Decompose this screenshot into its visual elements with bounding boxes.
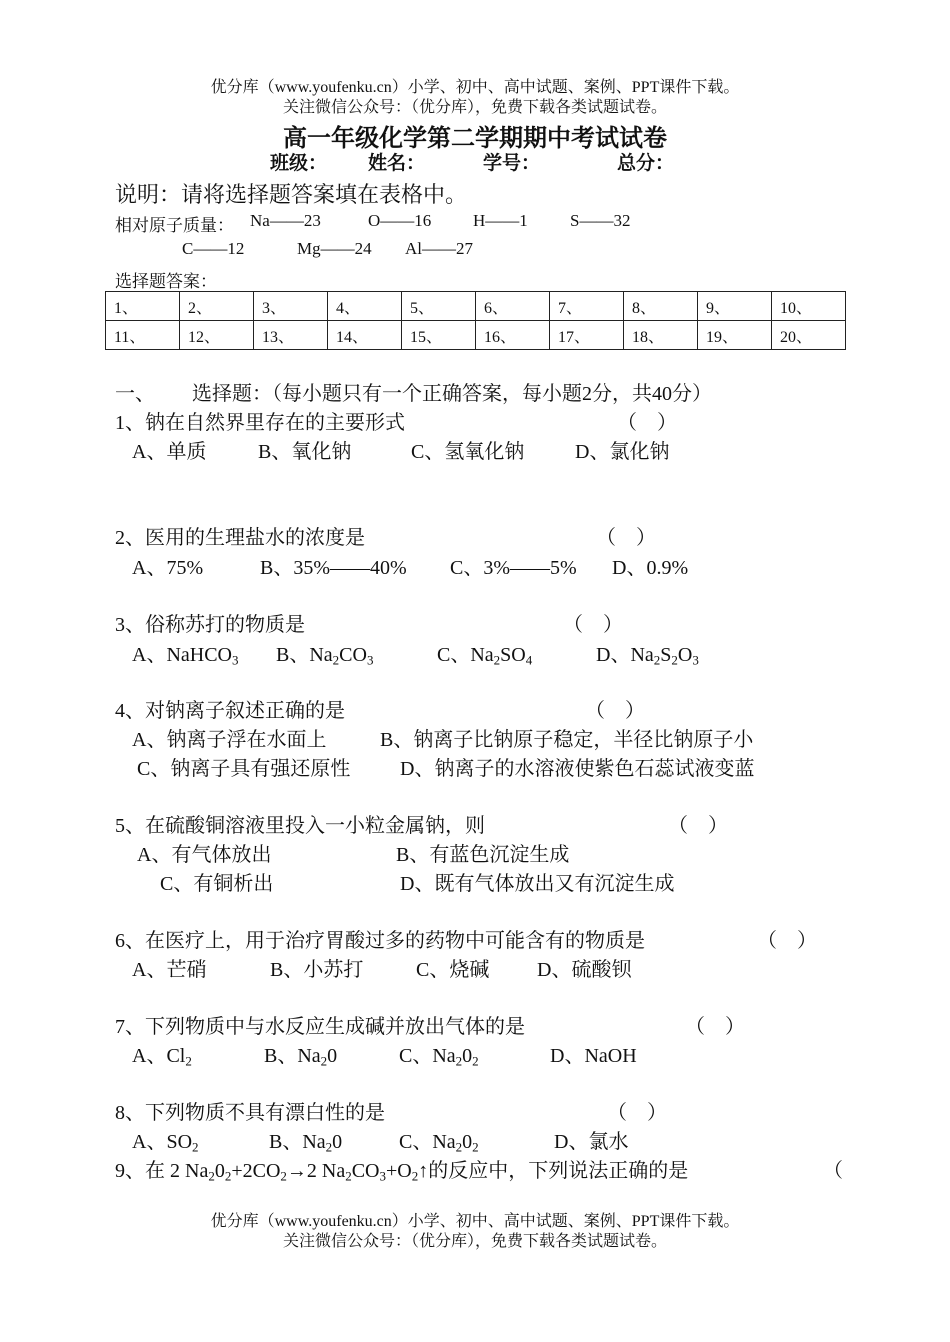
option[interactable]: C、氢氧化钠 (411, 441, 525, 463)
site-footer-line2: 关注微信公众号：（优分库），免费下载各类试题试卷。 (282, 1233, 667, 1250)
option-label: D、Na (596, 644, 654, 666)
class-field[interactable]: 班级： (270, 153, 328, 174)
answer-row-2 (106, 321, 846, 350)
answer-cell[interactable]: 9、 (698, 292, 772, 321)
option[interactable]: C、$Na_20_2$ (399, 1131, 479, 1155)
option[interactable]: D、氯化钠 (575, 441, 670, 463)
question-1-stem: 1、钠在自然界里存在的主要形式 (115, 412, 405, 434)
option[interactable]: A、有气体放出 (137, 844, 272, 866)
atomic-mass-o: O——16 (368, 211, 432, 230)
option[interactable]: D、NaOH (550, 1045, 637, 1067)
option[interactable]: C、钠离子具有强还原性 (137, 758, 351, 780)
answer-table-label: 选择题答案： (115, 272, 217, 291)
option[interactable]: A、钠离子浮在水面上 (132, 729, 327, 751)
option[interactable]: C、$Na_20_2$ (399, 1045, 479, 1069)
option[interactable]: A、$Cl_2$ (132, 1045, 192, 1069)
answer-blank[interactable]: （ ） (596, 527, 656, 549)
option[interactable]: C、3%——5% (450, 557, 577, 579)
option[interactable]: A、$SO_2$ (132, 1131, 199, 1155)
answer-row-1 (106, 292, 846, 321)
answer-cell[interactable]: 17、 (550, 321, 624, 350)
answer-cell[interactable]: 3、 (254, 292, 328, 321)
option[interactable]: C、有铜析出 (160, 873, 274, 895)
site-header-line1: 优分库（www.youfenku.cn）小学、初中、高中试题、案例、PPT课件下载。 (210, 79, 740, 96)
question-8-stem: 8、下列物质不具有漂白性的是 (115, 1102, 385, 1124)
atomic-mass-h: H——1 (473, 211, 528, 230)
option[interactable]: B、有蓝色沉淀生成 (396, 844, 570, 866)
option[interactable]: D、钠离子的水溶液使紫色石蕊试液变蓝 (400, 758, 755, 780)
section-heading: 选择题：（每小题只有一个正确答案，每小题2分，共40分） (192, 383, 712, 405)
question-4-stem: 4、对钠离子叙述正确的是 (115, 700, 345, 722)
answer-cell[interactable]: 1、 (106, 292, 180, 321)
question-5-stem: 5、在硫酸铜溶液里投入一小粒金属钠，则 (115, 815, 485, 837)
option[interactable]: D、硫酸钡 (537, 959, 632, 981)
option[interactable]: C、烧碱 (416, 959, 490, 981)
answer-blank[interactable]: （ ） (757, 930, 817, 952)
option[interactable]: B、$Na_20$ (264, 1045, 338, 1069)
answer-cell[interactable]: 20、 (772, 321, 846, 350)
answer-blank[interactable]: （ ） (617, 412, 677, 434)
answer-cell[interactable]: 11、 (106, 321, 180, 350)
section-number: 一、 (115, 383, 155, 405)
answer-blank[interactable]: （ ） (668, 815, 728, 837)
answer-blank[interactable]: （ (823, 1160, 843, 1182)
answer-table (105, 291, 846, 350)
answer-cell[interactable]: 16、 (476, 321, 550, 350)
answer-blank[interactable]: （ ） (607, 1102, 667, 1124)
atomic-mass-al: Al——27 (405, 239, 473, 258)
answer-cell[interactable]: 14、 (328, 321, 402, 350)
option[interactable]: B、$Na_20$ (269, 1131, 343, 1155)
answer-cell[interactable]: 4、 (328, 292, 402, 321)
answer-cell[interactable]: 18、 (624, 321, 698, 350)
site-header-line2: 关注微信公众号：（优分库），免费下载各类试题试卷。 (282, 99, 667, 116)
option[interactable]: D、0.9% (612, 557, 689, 579)
atomic-mass-mg: Mg——24 (297, 239, 372, 258)
answer-cell[interactable]: 12、 (180, 321, 254, 350)
option[interactable]: D、氯水 (554, 1131, 629, 1153)
number-field[interactable]: 学号： (483, 153, 541, 174)
name-field[interactable]: 姓名： (368, 153, 426, 174)
option[interactable]: B、小苏打 (270, 959, 364, 981)
question-6-stem: 6、在医疗上，用于治疗胃酸过多的药物中可能含有的物质是 (115, 930, 645, 952)
page-title: 高一年级化学第二学期期中考试试卷 (283, 126, 667, 152)
answer-cell[interactable]: 8、 (624, 292, 698, 321)
answer-cell[interactable]: 15、 (402, 321, 476, 350)
option-label: B、Na (276, 644, 333, 666)
answer-cell[interactable]: 13、 (254, 321, 328, 350)
answer-cell[interactable]: 19、 (698, 321, 772, 350)
instruction: 说明：请将选择题答案填在表格中。 (115, 182, 468, 207)
option-label: A、NaHCO (132, 644, 232, 666)
total-field[interactable]: 总分： (617, 153, 675, 174)
option[interactable]: B、氧化钠 (258, 441, 352, 463)
option[interactable]: A、芒硝 (132, 959, 207, 981)
question-7-stem: 7、下列物质中与水反应生成碱并放出气体的是 (115, 1016, 525, 1038)
option[interactable]: D、$Na_2S_2O_3$ (596, 644, 699, 668)
site-footer-line1: 优分库（www.youfenku.cn）小学、初中、高中试题、案例、PPT课件下载。 (210, 1213, 740, 1230)
atomic-mass-s: S——32 (570, 211, 631, 230)
question-2-stem: 2、医用的生理盐水的浓度是 (115, 527, 365, 549)
answer-cell[interactable]: 10、 (772, 292, 846, 321)
question-3-stem: 3、俗称苏打的物质是 (115, 614, 305, 636)
option[interactable]: C、$Na_2SO_4$ (437, 644, 533, 668)
answer-cell[interactable]: 7、 (550, 292, 624, 321)
option[interactable]: A、75% (132, 557, 204, 579)
option[interactable]: A、NaHCO$_3$ (132, 644, 239, 668)
atomic-mass-na: Na——23 (250, 211, 321, 230)
answer-blank[interactable]: （ ） (585, 700, 645, 722)
option[interactable]: B、$Na_2CO_3$ (276, 644, 374, 668)
answer-blank[interactable]: （ ） (563, 614, 623, 636)
option[interactable]: B、35%——40% (260, 557, 407, 579)
atomic-mass-c: C——12 (182, 239, 245, 258)
answer-cell[interactable]: 2、 (180, 292, 254, 321)
answer-cell[interactable]: 5、 (402, 292, 476, 321)
question-9-stem-tail: 的反应中，下列说法正确的是 (428, 1160, 689, 1182)
option[interactable]: B、钠离子比钠原子稳定，半径比钠原子小 (380, 729, 754, 751)
answer-cell[interactable]: 6、 (476, 292, 550, 321)
option[interactable]: A、单质 (132, 441, 207, 463)
option[interactable]: D、既有气体放出又有沉淀生成 (400, 873, 675, 895)
atomic-mass-label: 相对原子质量： (115, 216, 234, 235)
question-9-stem: 9、在 2 $Na_20_2+2CO_2\to 2$ $Na_2CO_3+O_2↑$的反应中，下列说法正确的是 (115, 1160, 689, 1184)
answer-blank[interactable]: （ ） (685, 1016, 745, 1038)
option-label: C、Na (437, 644, 494, 666)
